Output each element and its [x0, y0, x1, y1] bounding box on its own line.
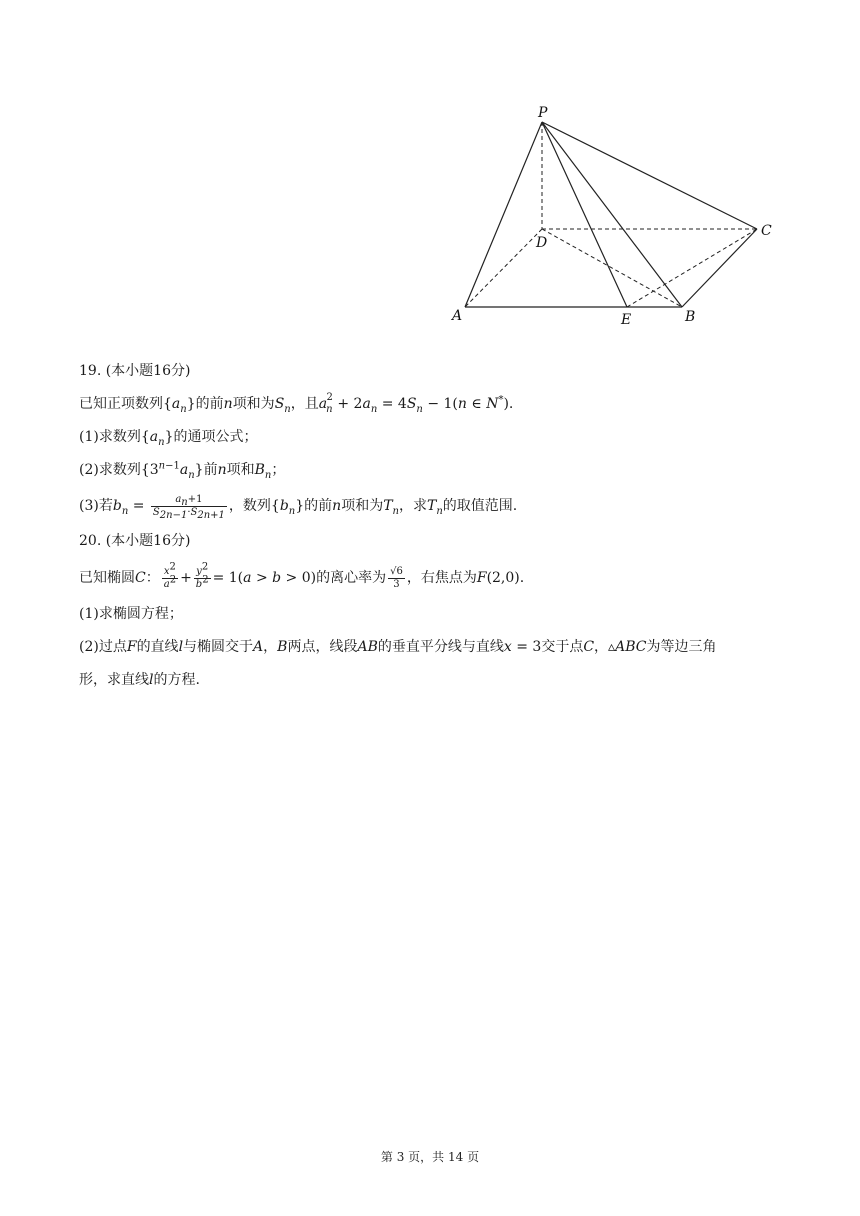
label-P: P [538, 105, 548, 121]
q20-stem: 已知椭圆C： $\frac{x^2}{a^2}$ + $\frac{y^2}{b^2}$ = 1(a > b > 0)的离心率为 $\frac{√6}{3}$ ，右焦点为F(2,0). [79, 561, 525, 590]
b-n-fraction: $\frac{a_n+1}{S_{2n-1}\cdot S_{2n+1}}$ [152, 493, 225, 521]
edge-DB [542, 229, 682, 307]
edge-DA [465, 229, 542, 307]
q19-header [79, 355, 779, 388]
q19-stem: 已知正项数列$\{a_n\}$的前n项和为$S_n$，且$a_n^2 + 2a_n = 4S_n - 1(n$ ∈ N*). [79, 392, 514, 415]
q20-part2-line2: 形，求直线l的方程. [79, 672, 200, 688]
edge-PB [542, 122, 682, 307]
edge-BC [682, 229, 757, 307]
label-A: A [452, 308, 463, 324]
edge-PC [542, 122, 757, 229]
edge-PA [465, 122, 542, 307]
edge-PE [542, 122, 627, 307]
q19-part3: (3)若$b_n$ = $\frac{a_n+1}{S_{2n-1}\cdot S_{2n+1}}$ ，数列$\{b_n\}$的前n项和为$T_n$，求$T_n$的取值范围. [79, 493, 518, 521]
q20-header [79, 525, 779, 558]
label-E: E [621, 312, 632, 328]
edge-EC [627, 229, 757, 307]
q19-part2: (2)求数列$\{3^{n-1}a_n\}$前n项和$B_n$； [79, 460, 286, 481]
q20-score: (本小题16分) [105, 533, 191, 549]
label-B: B [685, 309, 696, 325]
q19-number: 19. [79, 363, 102, 379]
question-content [79, 355, 779, 697]
label-D: D [536, 235, 548, 251]
q20-part1: (1)求椭圆方程； [79, 606, 183, 622]
page-footer: 第 3 页，共 14 页 [380, 1150, 480, 1164]
q19-score: (本小题16分) [105, 363, 191, 379]
label-C: C [761, 223, 772, 239]
q20-part2-line1: (2)过点F的直线l与椭圆交于A，B两点，线段AB的垂直平分线与直线x = 3交于点C，▵ABC为等边三角 [79, 639, 717, 655]
q20-number: 20. [79, 533, 102, 549]
pyramid-diagram [440, 100, 780, 330]
q19-part1: (1)求数列$\{a_n\}$的通项公式； [79, 429, 258, 448]
pyramid-figure [440, 100, 780, 330]
